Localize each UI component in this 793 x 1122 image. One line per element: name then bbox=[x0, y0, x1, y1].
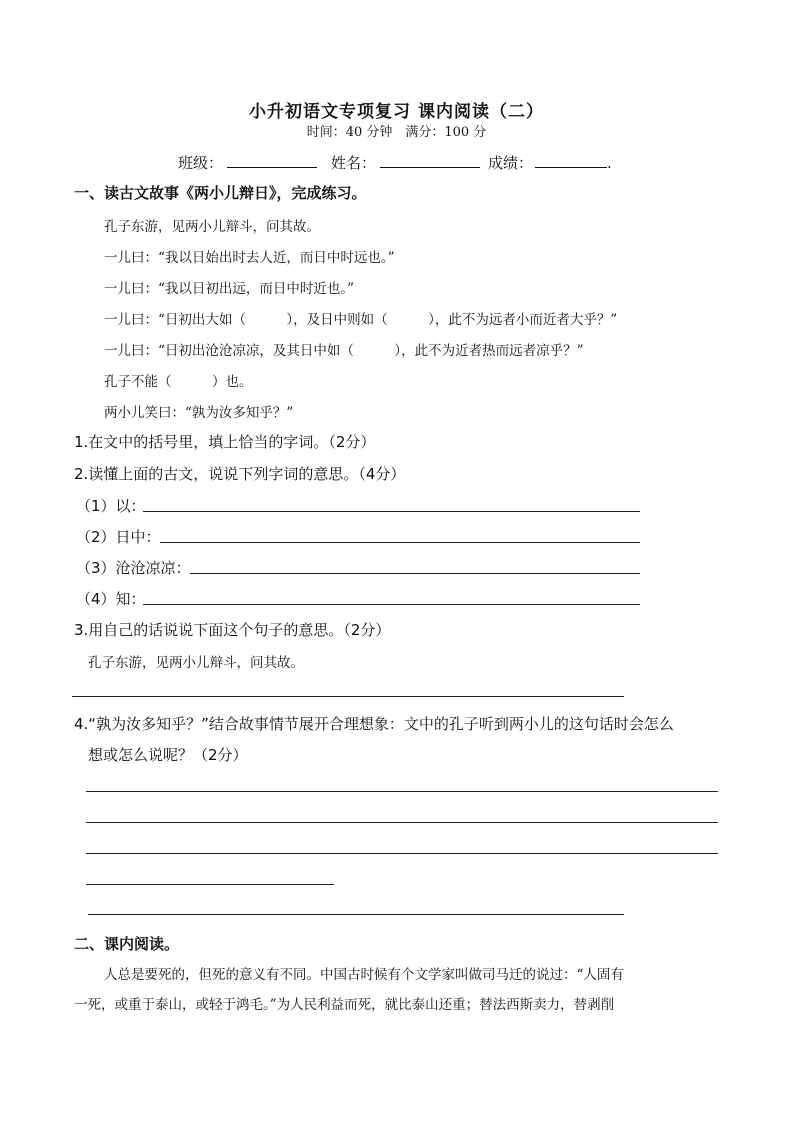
classical-text-line: 两小儿笑曰：“孰为汝多知乎？” bbox=[104, 405, 294, 421]
answer-line[interactable] bbox=[88, 914, 624, 915]
answer-line[interactable] bbox=[86, 884, 334, 885]
classical-text-line: 一儿曰：“我以日初出远，而日中时近也。” bbox=[104, 281, 355, 297]
answer-line[interactable] bbox=[143, 604, 640, 605]
answer-line[interactable] bbox=[72, 696, 624, 697]
score-label: 成绩： bbox=[488, 154, 534, 172]
class-label: 班级： bbox=[178, 154, 224, 172]
classical-text-line: 孔子不能（ ）也。 bbox=[104, 374, 253, 390]
answer-line[interactable] bbox=[160, 542, 640, 543]
section2-heading: 二、课内阅读。 bbox=[74, 935, 180, 953]
q2-item-label: （4）知： bbox=[76, 590, 146, 608]
question-1: 1.在文中的括号里，填上恰当的字词。（2分） bbox=[74, 433, 376, 451]
classical-text-line: 一儿曰：“日初出大如（ ），及日中则如（ ），此不为远者小而近者大乎？” bbox=[104, 312, 618, 328]
page-title: 小升初语文专项复习 课内阅读（二） bbox=[249, 102, 544, 122]
q2-item-label: （1）以： bbox=[76, 497, 146, 515]
answer-line[interactable] bbox=[86, 822, 718, 823]
answer-line[interactable] bbox=[143, 511, 640, 512]
name-label: 姓名： bbox=[331, 154, 377, 172]
q2-item-label: （3）沧沧凉凉： bbox=[76, 559, 191, 577]
classical-text-line: 一儿曰：“日初出沧沧凉凉，及其日中如（ ），此不为近者热而远者凉乎？” bbox=[104, 343, 584, 359]
passage-line: 一死，或重于泰山，或轻于鸿毛。”为人民利益而死，就比泰山还重；替法西斯卖力，替剥削 bbox=[74, 997, 615, 1013]
end-mark: . bbox=[607, 154, 612, 172]
q2-item-label: （2）日中： bbox=[76, 528, 161, 546]
q3-sentence: 孔子东游，见两小儿辩斗，问其故。 bbox=[88, 655, 304, 671]
answer-line[interactable] bbox=[86, 791, 718, 792]
name-blank[interactable] bbox=[380, 153, 480, 168]
class-blank[interactable] bbox=[227, 153, 317, 168]
passage-line: 人总是要死的，但死的意义有不同。中国古时候有个文学家叫做司马迁的说过：“人固有 bbox=[104, 967, 624, 983]
classical-text-line: 孔子东游，见两小儿辩斗，问其故。 bbox=[104, 219, 320, 235]
question-2: 2.读懂上面的古文，说说下列字词的意思。（4分） bbox=[74, 465, 406, 483]
student-info-row bbox=[178, 152, 612, 173]
answer-line[interactable] bbox=[190, 573, 640, 574]
exam-time-score: 时间：40 分钟 满分：100 分 bbox=[306, 125, 487, 140]
question-4-line1: 4.“孰为汝多知乎？”结合故事情节展开合理想象：文中的孔子听到两小儿的这句话时会怎么 bbox=[74, 715, 674, 733]
score-blank[interactable] bbox=[535, 153, 607, 168]
question-3: 3.用自己的话说说下面这个句子的意思。（2分） bbox=[74, 621, 391, 639]
section1-heading: 一、读古文故事《两小儿辩日》，完成练习。 bbox=[74, 184, 367, 202]
answer-line[interactable] bbox=[86, 853, 718, 854]
classical-text-line: 一儿曰：“我以日始出时去人近，而日中时远也。” bbox=[104, 250, 395, 266]
question-4-line2: 想或怎么说呢？（2分） bbox=[88, 746, 248, 764]
